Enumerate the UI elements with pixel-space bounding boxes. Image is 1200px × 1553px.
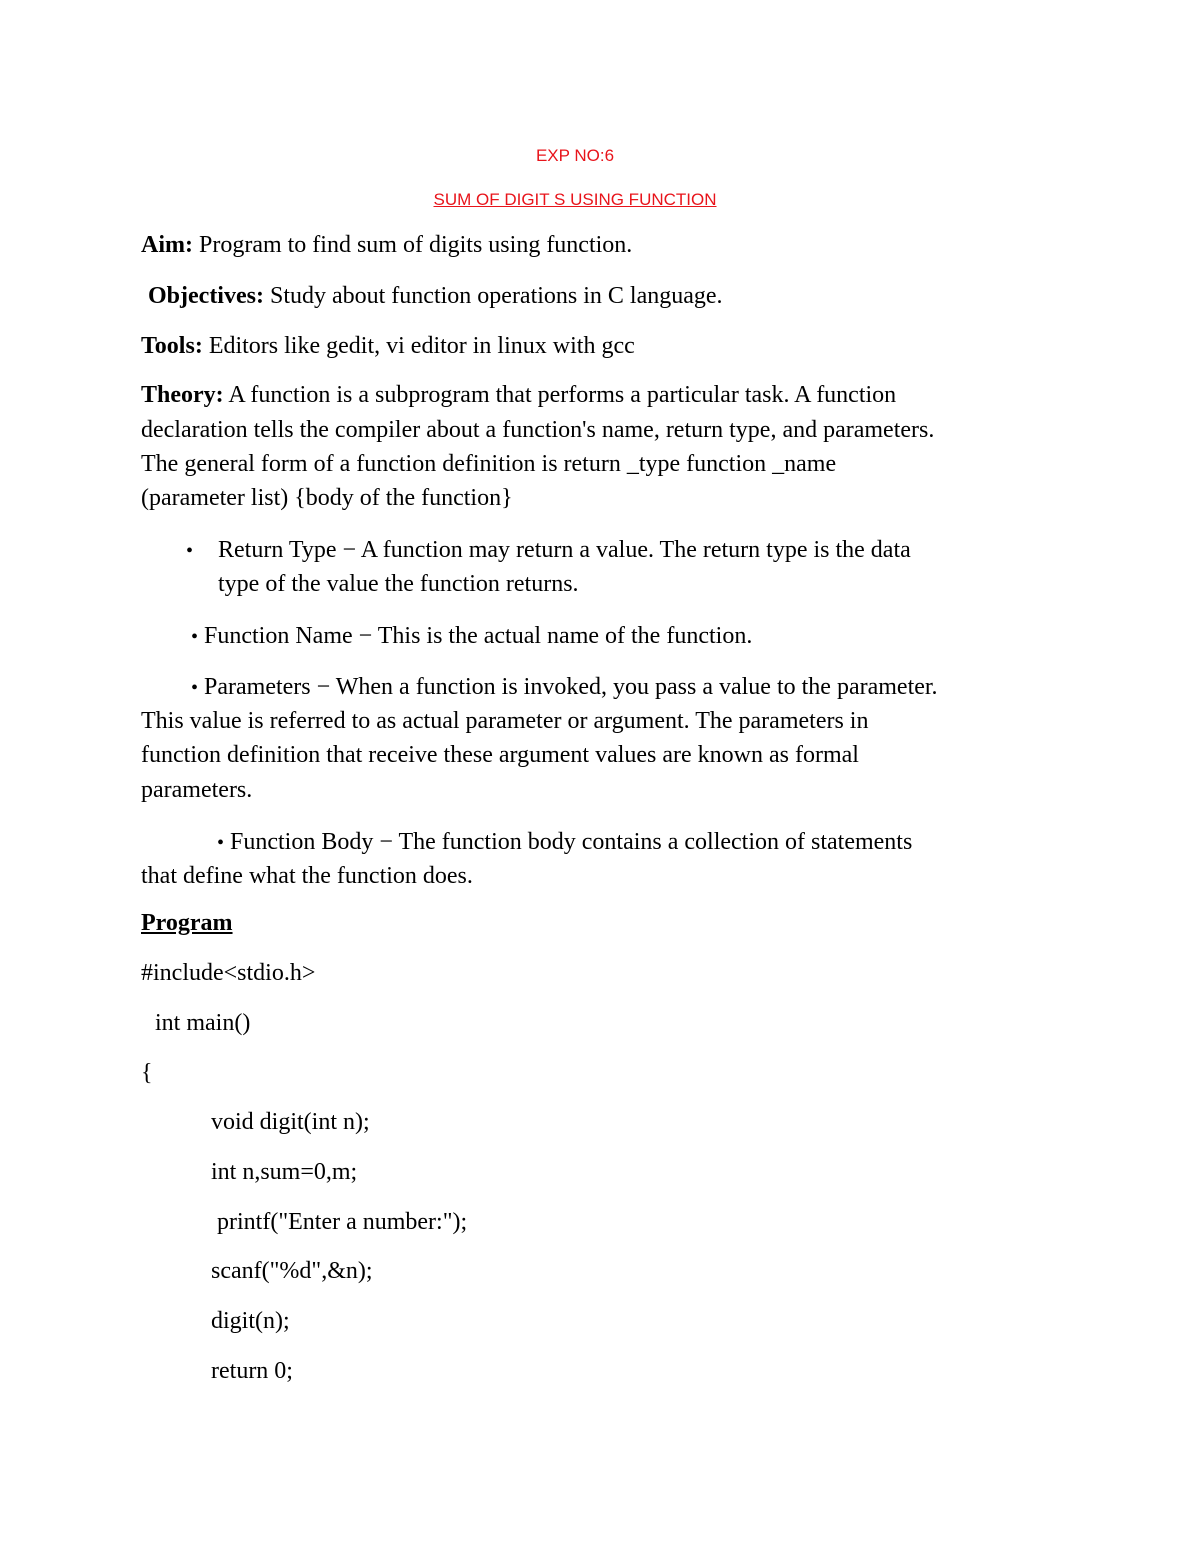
theory-line-2: declaration tells the compiler about a function's name, return type, and parameters. xyxy=(141,417,935,443)
bullet-function-body-line-2: that define what the function does. xyxy=(141,863,473,889)
code-line: scanf("%d",&n); xyxy=(211,1258,373,1284)
bullet-parameters-line-1 xyxy=(191,670,938,705)
bullet-parameters-line-2: This value is referred to as actual parameter or argument. The parameters in xyxy=(141,708,869,734)
bullet-return-type-line-1: Return Type − A function may return a value. The return type is the data xyxy=(218,537,911,563)
code-line: printf("Enter a number:"); xyxy=(217,1209,468,1235)
objectives-text: Study about function operations in C language. xyxy=(263,283,723,309)
tools-label: Tools: xyxy=(141,333,203,359)
bullet-function-name xyxy=(191,619,752,654)
bullet-parameters-text-1: Parameters − When a function is invoked, you pass a value to the parameter. xyxy=(204,674,938,700)
theory-label: Theory: xyxy=(141,382,224,408)
objectives-line xyxy=(148,279,723,313)
tools-text: Editors like gedit, vi editor in linux with gcc xyxy=(202,333,635,359)
bullet-return-type-line-2: type of the value the function returns. xyxy=(218,571,579,597)
aim-line xyxy=(141,228,632,262)
bullet-function-name-text: Function Name − This is the actual name of the function. xyxy=(204,623,753,649)
bullet-icon: • xyxy=(217,832,225,854)
tools-line xyxy=(141,329,635,363)
bullet-return-type-dot xyxy=(186,533,193,568)
bullet-parameters-line-3: function definition that receive these argument values are known as formal xyxy=(141,742,859,768)
code-line: digit(n); xyxy=(211,1308,290,1334)
code-line: void digit(int n); xyxy=(211,1109,370,1135)
bullet-icon: • xyxy=(191,677,199,699)
experiment-number: EXP NO:6 xyxy=(535,146,615,165)
bullet-function-body-text-1: Function Body − The function body contains a collection of statements xyxy=(230,829,913,855)
code-line: { xyxy=(141,1060,153,1086)
aim-label: Aim: xyxy=(141,232,193,258)
experiment-title: SUM OF DIGIT S USING FUNCTION xyxy=(433,190,717,209)
theory-line-3: The general form of a function definition is return _type function _name xyxy=(141,451,837,477)
theory-text-1: A function is a subprogram that performs a particular task. A function xyxy=(223,382,897,408)
theory-line-4: (parameter list) {body of the function} xyxy=(141,485,513,511)
bullet-icon: • xyxy=(191,626,199,648)
bullet-icon: • xyxy=(186,540,194,562)
code-line: #include<stdio.h> xyxy=(141,960,316,986)
aim-text: Program to find sum of digits using function. xyxy=(192,232,633,258)
code-line: int n,sum=0,m; xyxy=(211,1159,358,1185)
code-line: int main() xyxy=(155,1010,251,1036)
code-line: return 0; xyxy=(211,1358,293,1384)
bullet-function-body-line-1 xyxy=(217,825,912,860)
theory-line-1 xyxy=(141,378,896,412)
bullet-parameters-line-4: parameters. xyxy=(141,777,253,803)
program-heading: Program xyxy=(141,910,233,936)
objectives-label: Objectives: xyxy=(148,283,264,309)
